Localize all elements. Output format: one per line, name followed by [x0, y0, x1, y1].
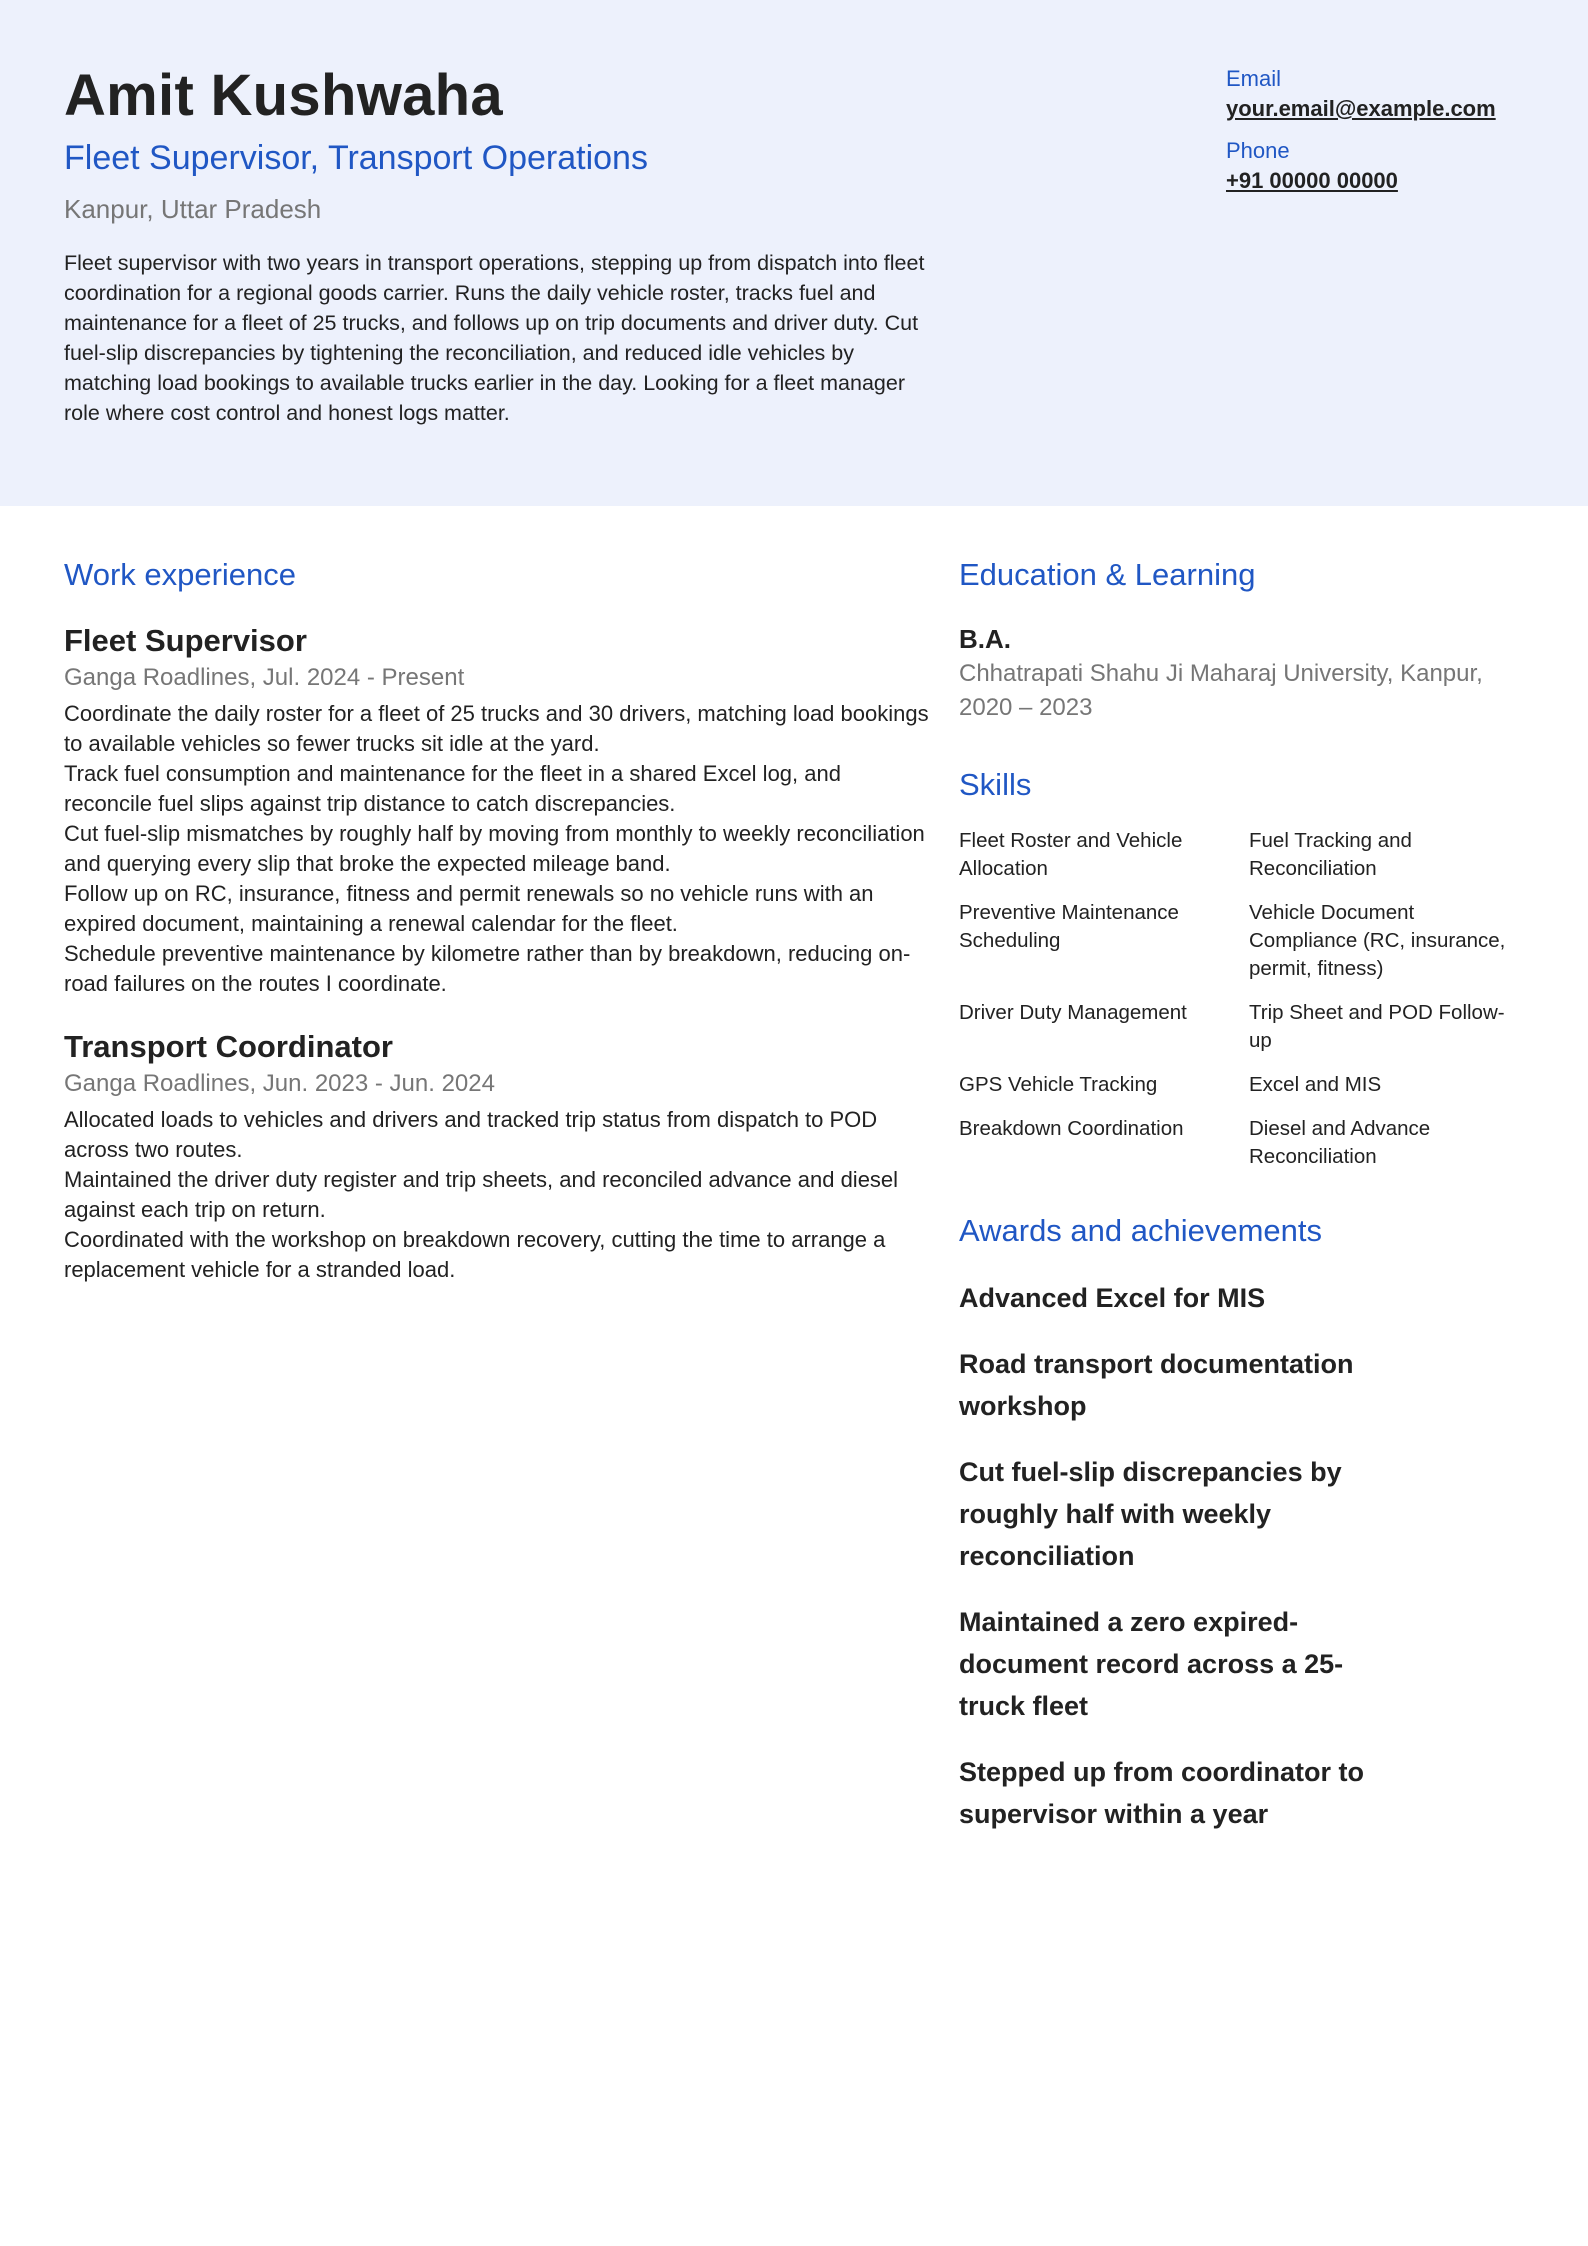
skill-item: Trip Sheet and POD Follow-up — [1249, 1001, 1505, 1052]
job-bullets — [64, 1105, 934, 1285]
degree: B.A. — [959, 624, 1011, 654]
skills-grid — [959, 827, 1539, 1171]
skill-item: Driver Duty Management — [959, 1001, 1187, 1024]
award-item: Maintained a zero expired-document record across a 25-truck fleet — [959, 1607, 1344, 1721]
contact-block — [1226, 64, 1566, 196]
job-bullet: Coordinated with the workshop on breakdown recovery, cutting the time to arrange a replacement vehicle for a stranded load. — [64, 1227, 886, 1282]
school: Chhatrapati Shahu Ji Maharaj University, Kanpur, 2020 – 2023 — [959, 660, 1483, 721]
job-meta: Ganga Roadlines, Jun. 2023 - Jun. 2024 — [64, 1070, 495, 1097]
award-item: Stepped up from coordinator to supervisor within a year — [959, 1757, 1364, 1829]
job-title: Fleet Supervisor — [64, 623, 307, 658]
job-bullet: Allocated loads to vehicles and drivers and tracked trip status from dispatch to POD across two routes. — [64, 1107, 878, 1162]
job-meta: Ganga Roadlines, Jul. 2024 - Present — [64, 664, 465, 691]
awards-heading: Awards and achievements — [959, 1213, 1323, 1248]
job-bullet: Follow up on RC, insurance, fitness and permit renewals so no vehicle runs with an expired document, maintaining a renewal calendar for the fleet. — [64, 881, 874, 936]
award-item: Cut fuel-slip discrepancies by roughly half with weekly reconciliation — [959, 1457, 1342, 1571]
skills-heading: Skills — [959, 767, 1032, 802]
candidate-role: Fleet Supervisor, Transport Operations — [64, 139, 648, 177]
header-band — [0, 0, 1588, 506]
award-item: Advanced Excel for MIS — [959, 1283, 1266, 1313]
education-heading: Education & Learning — [959, 557, 1256, 592]
candidate-name: Amit Kushwaha — [64, 63, 503, 128]
skill-item: GPS Vehicle Tracking — [959, 1073, 1158, 1096]
job-bullet: Maintained the driver duty register and trip sheets, and reconciled advance and diesel against each trip on return. — [64, 1167, 899, 1222]
skill-item: Vehicle Document Compliance (RC, insurance, permit, fitness) — [1249, 901, 1506, 980]
skill-item: Breakdown Coordination — [959, 1117, 1184, 1140]
skill-item: Diesel and Advance Reconciliation — [1249, 1117, 1431, 1168]
education-entry — [959, 621, 1539, 725]
work-experience-heading: Work experience — [64, 557, 297, 592]
award-item: Road transport documentation workshop — [959, 1349, 1354, 1421]
phone-link[interactable]: +91 00000 00000 — [1226, 168, 1398, 193]
job-entry — [64, 621, 934, 999]
skill-item: Excel and MIS — [1249, 1073, 1382, 1096]
skill-item: Preventive Maintenance Scheduling — [959, 901, 1179, 952]
job-bullet: Cut fuel-slip mismatches by roughly half by moving from monthly to weekly reconciliation and querying every slip that broke the expected mileage band. — [64, 821, 925, 876]
email-link[interactable]: your.email@example.com — [1226, 96, 1496, 121]
phone-label: Phone — [1226, 138, 1290, 163]
awards-list — [959, 1277, 1409, 1835]
candidate-location: Kanpur, Uttar Pradesh — [64, 194, 322, 224]
job-bullet: Coordinate the daily roster for a fleet of 25 trucks and 30 drivers, matching load bookings to available vehicles so fewer trucks sit idle at the yard. — [64, 701, 929, 756]
skill-item: Fuel Tracking and Reconciliation — [1249, 829, 1412, 880]
email-label: Email — [1226, 66, 1282, 91]
job-bullet: Schedule preventive maintenance by kilometre rather than by breakdown, reducing on-road failures on the routes I coordinate. — [64, 941, 911, 996]
job-entry — [64, 1027, 934, 1285]
job-bullets — [64, 699, 934, 999]
profile-summary: Fleet supervisor with two years in transport operations, stepping up from dispatch into fleet coordination for a regional goods carrier. Runs the daily vehicle roster, tracks fuel and maintenance for a fleet of 25 trucks, and follows up on trip documents and driver duty. Cut fuel-slip discrepancies by tightening the reconciliation, and reduced idle vehicles by matching load bookings to available trucks earlier in the day. Looking for a fleet manager role where cost control and honest logs matter. — [64, 251, 925, 425]
skill-item: Fleet Roster and Vehicle Allocation — [959, 829, 1183, 880]
sidebar-column — [959, 555, 1539, 1835]
work-experience-section — [64, 555, 934, 1285]
job-title: Transport Coordinator — [64, 1029, 393, 1064]
job-bullet: Track fuel consumption and maintenance for the fleet in a shared Excel log, and reconcile fuel slips against trip distance to catch discrepancies. — [64, 761, 841, 816]
